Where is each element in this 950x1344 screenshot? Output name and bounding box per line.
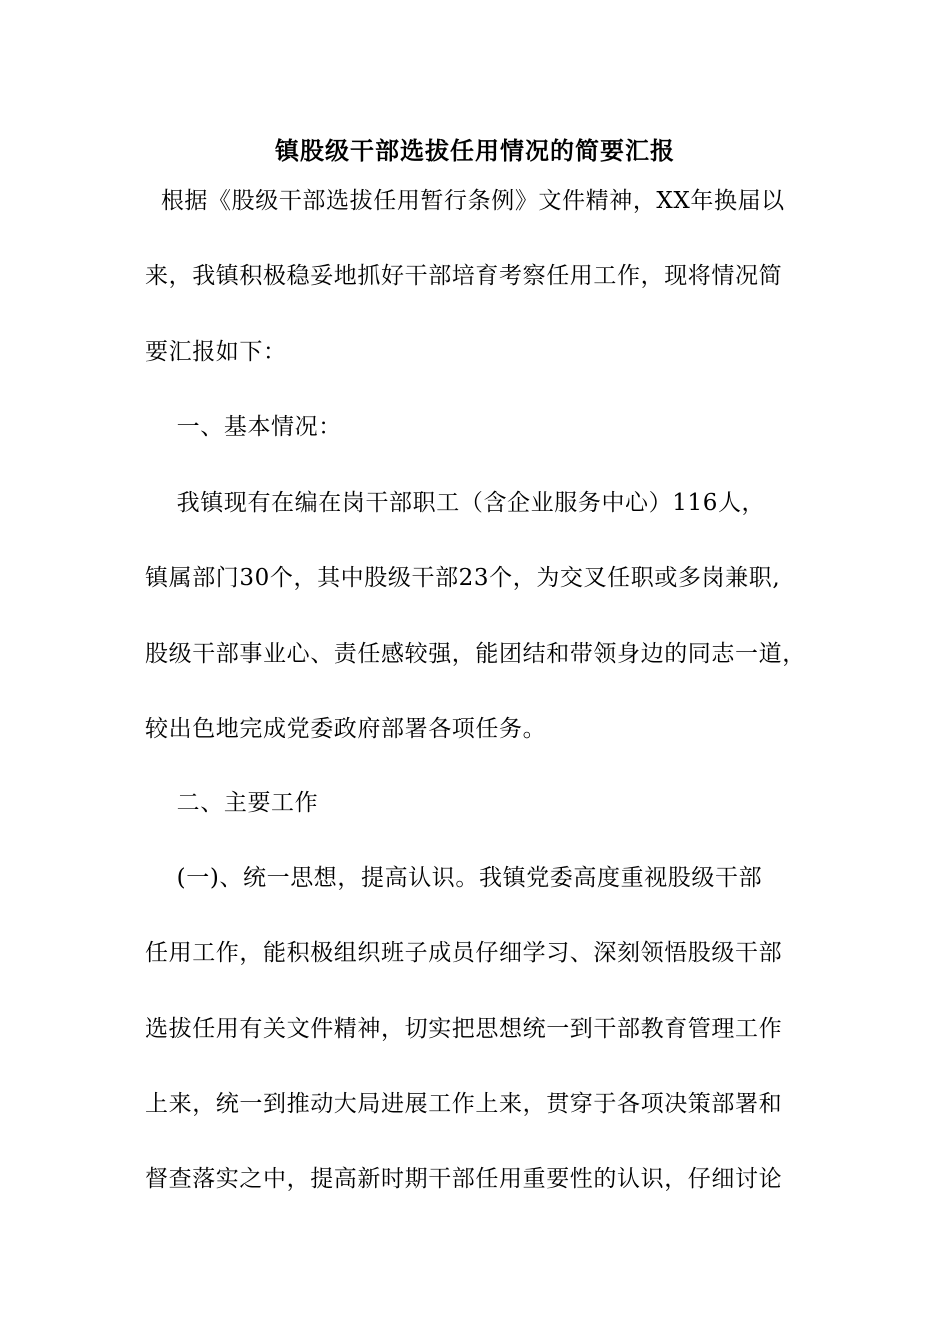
body-line-3: 要汇报如下： <box>145 339 287 365</box>
body-line-7: 股级干部事业心、责任感较强，能团结和带领身边的同志一道， <box>145 641 806 667</box>
document-title: 镇股级干部选拔任用情况的简要汇报 <box>275 136 675 165</box>
body-line-8: 较出色地完成党委政府部署各项任务。 <box>145 716 547 742</box>
body-line-14: 督查落实之中，提高新时期干部任用重要性的认识，仔细讨论 <box>145 1166 783 1192</box>
body-line-10: (一)、统一思想，提高认识。我镇党委高度重视股级干部 <box>145 865 763 891</box>
body-line-13: 上来，统一到推动大局进展工作上来，贯穿于各项决策部署和 <box>145 1091 783 1117</box>
body-line-2: 来，我镇积极稳妥地抓好干部培育考察任用工作，现将情况简 <box>145 263 783 289</box>
body-line-1: 根据《股级干部选拔任用暂行条例》文件精神，XX年换届以 <box>145 188 785 214</box>
section-heading-main-work: 二、主要工作 <box>145 790 319 816</box>
section-heading-basic: 一、基本情况： <box>145 414 342 440</box>
body-line-11: 任用工作，能积极组织班子成员仔细学习、深刻领悟股级干部 <box>145 940 783 966</box>
body-line-5: 我镇现有在编在岗干部职工（含企业服务中心）116人， <box>145 490 766 516</box>
body-line-6: 镇属部门30个，其中股级干部23个，为交叉任职或多岗兼职, <box>145 565 781 591</box>
body-line-12: 选拔任用有关文件精神，切实把思想统一到干部教育管理工作 <box>145 1016 783 1042</box>
